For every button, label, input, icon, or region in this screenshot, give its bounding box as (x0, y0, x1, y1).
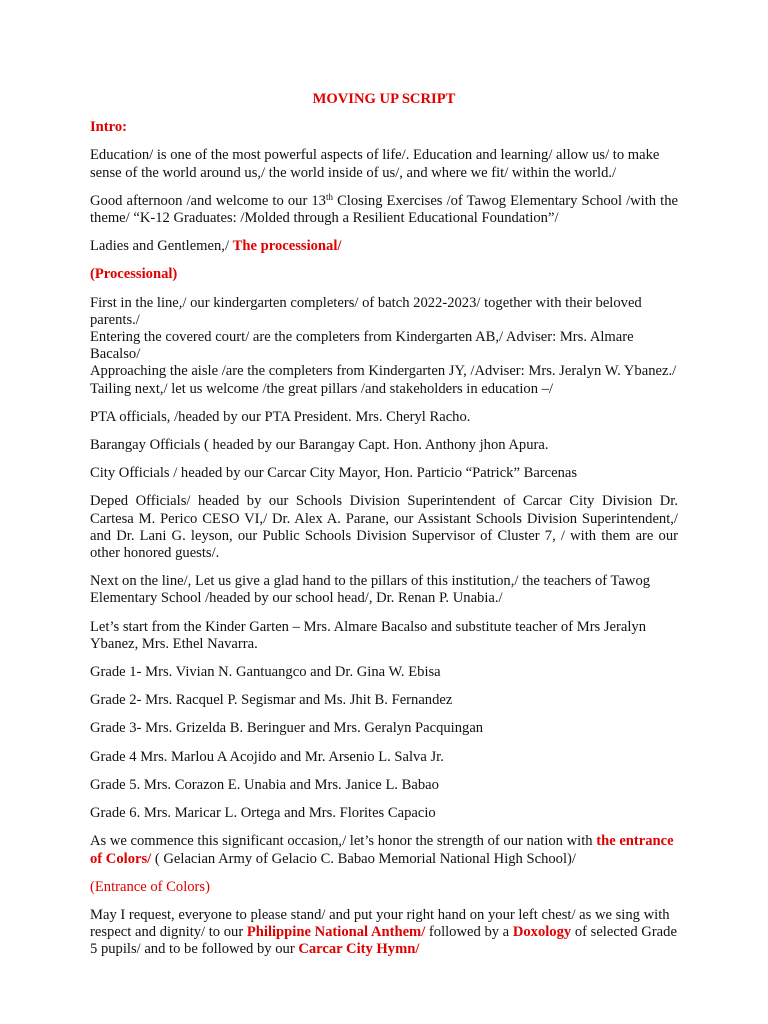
ordinal-superscript: th (325, 191, 333, 202)
processional-line: Approaching the aisle /are the completers from Kindergarten JY, /Adviser: Mrs. Jeralyn W. Ybanez./ (90, 363, 677, 380)
colors-text-start: As we commence this significant occasion,/ let’s honor the strength of our nation with (90, 833, 597, 850)
paragraph-processional-order (90, 295, 678, 398)
grade-line: Grade 3- Mrs. Grizelda B. Beringuer and Mrs. Geralyn Pacquingan (90, 720, 484, 737)
paragraph-intro: Education/ is one of the most powerful aspects of life/. Education and learning/ allow us/ to make sense of the world around us,/ the world inside of us/, and where we fit/ within the world./ (90, 147, 660, 181)
entrance-of-colors-heading: (Entrance of Colors) (90, 878, 210, 895)
document-page (90, 91, 678, 970)
grade-line: Grade 6. Mrs. Maricar L. Ortega and Mrs. Florites Capacio (90, 805, 436, 822)
processional-heading: (Processional) (90, 266, 178, 283)
paragraph-kindergarten-teachers: Let’s start from the Kinder Garten – Mrs. Almare Bacalso and substitute teacher of Mrs Jeralyn Ybanez, Mrs. Ethel Navarra. (90, 618, 647, 652)
processional-line: First in the line,/ our kindergarten completers/ of batch 2022-2023/ together with their beloved parents./ (90, 294, 642, 328)
paragraph-city-officials: City Officials / headed by our Carcar City Mayor, Hon. Particio “Patrick” Barcenas (90, 465, 578, 482)
doxology-cue: Doxology (512, 924, 572, 941)
welcome-text-end: Closing Exercises /of Tawog Elementary School /with the theme/ “K-12 Graduates: /Molded through a Resilient Educational Foundation”/ (90, 192, 678, 227)
entrance-of-colors-cue: the entrance of Colors/ (90, 833, 674, 867)
paragraph-deped-officials: Deped Officials/ headed by our Schools Division Superintendent of Carcar City Division Dr. Cartesa M. Perico CESO VI,/ Dr. Alex A. Parane, our Assistant Schools Division Superintendent,/ and Dr. Lani G. leyson, our Public Schools Division Supervisor of Cluster 7, / with them are our other honored guests/. (90, 493, 678, 562)
city-hymn-cue: Carcar City Hymn/ (298, 941, 420, 958)
grade-line: Grade 5. Mrs. Corazon E. Unabia and Mrs. Janice L. Babao (90, 776, 439, 793)
grade-line: Grade 2- Mrs. Racquel P. Segismar and Ms. Jhit B. Fernandez (90, 692, 453, 709)
processional-line: Tailing next,/ let us welcome /the great pillars /and stakeholders in education –/ (90, 380, 554, 397)
paragraph-welcome (90, 193, 678, 227)
grade-line: Grade 1- Mrs. Vivian N. Gantuangco and Dr. Gina W. Ebisa (90, 664, 441, 681)
colors-text-end: ( Gelacian Army of Gelacio C. Babao Memorial National High School)/ (151, 850, 576, 867)
intro-heading: Intro: (90, 119, 128, 136)
national-anthem-cue: Philippine National Anthem/ (246, 924, 426, 941)
anthem-text-1: May I request, everyone to please stand/ and put your right hand on your left chest/ as we sing with respect and dignity/ to our (90, 906, 670, 941)
processional-line: Entering the covered court/ are the completers from Kindergarten AB,/ Adviser: Mrs. Almare Bacalso/ (90, 329, 634, 363)
processional-cue: The processional/ (232, 238, 342, 255)
paragraph-pta-officials: PTA officials, /headed by our PTA President. Mrs. Cheryl Racho. (90, 408, 471, 425)
paragraph-anthem (90, 907, 678, 959)
paragraph-entrance-of-colors (90, 833, 678, 867)
grade-line: Grade 4 Mrs. Marlou A Acojido and Mr. Arsenio L. Salva Jr. (90, 748, 444, 765)
paragraph-teachers: Next on the line/, Let us give a glad hand to the pillars of this institution,/ the teachers of Tawog Elementary School /headed by our school head/, Dr. Renan P. Unabia./ (90, 573, 651, 607)
document-title: MOVING UP SCRIPT (312, 91, 456, 107)
anthem-text-2: followed by a (425, 924, 513, 941)
paragraph-ladies-gentlemen (90, 238, 678, 255)
greeting-text: Ladies and Gentlemen,/ (90, 238, 233, 255)
anthem-text-3: of selected Grade 5 pupils/ and to be followed by our (90, 924, 677, 958)
paragraph-barangay-officials: Barangay Officials ( headed by our Barangay Capt. Hon. Anthony jhon Apura. (90, 437, 549, 454)
welcome-text-start: Good afternoon /and welcome to our 13 (90, 192, 326, 209)
